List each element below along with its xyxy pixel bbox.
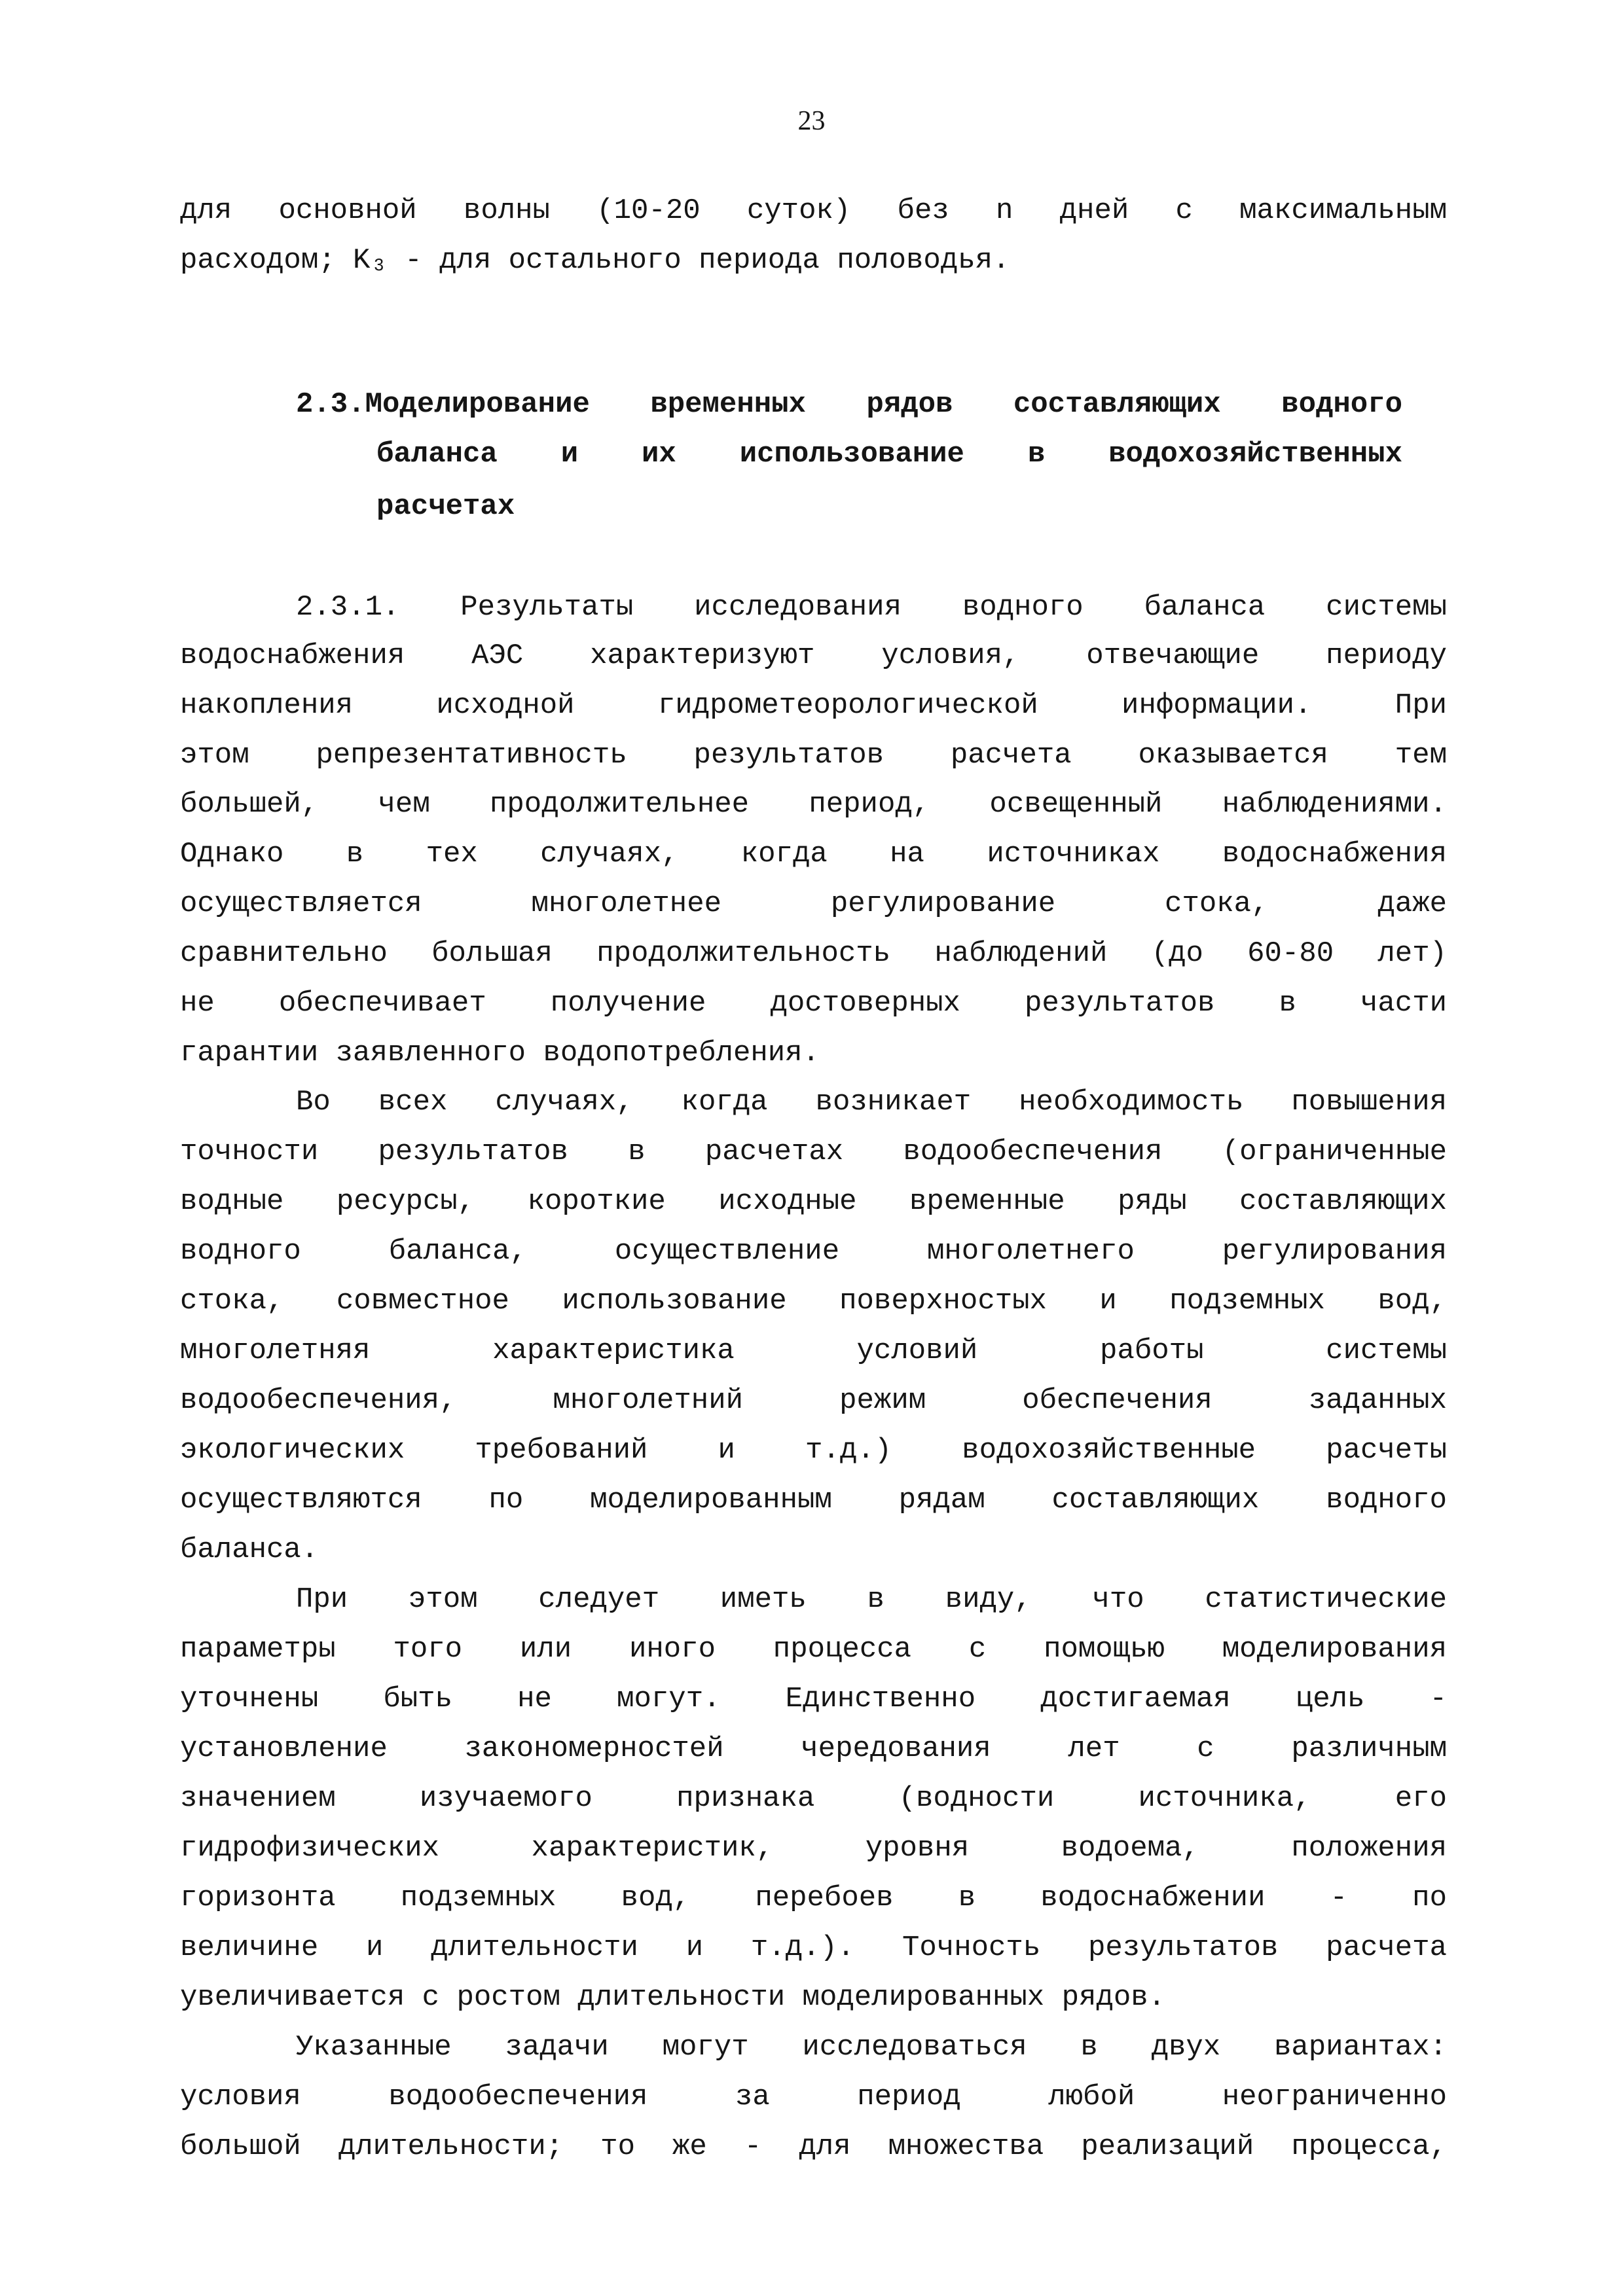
text-line: гарантии заявленного водопотребления. bbox=[180, 1037, 820, 1069]
text-line: установление закономерностей чередования лет с различным bbox=[180, 1732, 1447, 1765]
text-line: расходом; K₃ - для остального периода половодья. bbox=[180, 244, 1010, 277]
text-line: не обеспечивает получение достоверных результатов в части bbox=[180, 987, 1447, 1020]
text-line: стока, совместное использование поверхностых и подземных вод, bbox=[180, 1285, 1447, 1318]
text-line: этом репрезентативность результатов расчета оказывается тем bbox=[180, 739, 1447, 772]
text-line: уточнены быть не могут. Единственно достигаемая цель - bbox=[180, 1683, 1447, 1715]
text-line: точности результатов в расчетах водообеспечения (ограниченные bbox=[180, 1136, 1447, 1168]
text-line: Во всех случаях, когда возникает необходимость повышения bbox=[296, 1086, 1447, 1119]
text-line: При этом следует иметь в виду, что статистические bbox=[296, 1583, 1447, 1616]
text-line: гидрофизических характеристик, уровня водоема, положения bbox=[180, 1832, 1447, 1865]
text-line: горизонта подземных вод, перебоев в водоснабжении - по bbox=[180, 1882, 1447, 1914]
text-line: экологических требований и т.д.) водохозяйственные расчеты bbox=[180, 1434, 1447, 1467]
text-line: водоснабжения АЭС характеризуют условия, отвечающие периоду bbox=[180, 639, 1447, 672]
text-line: осуществляются по моделированным рядам составляющих водного bbox=[180, 1484, 1447, 1516]
section-heading-line: баланса и их использование в водохозяйственных bbox=[376, 438, 1402, 471]
text-line: водообеспечения, многолетний режим обеспечения заданных bbox=[180, 1384, 1447, 1417]
text-line: баланса. bbox=[180, 1534, 319, 1566]
text-line: увеличивается с ростом длительности моделированных рядов. bbox=[180, 1981, 1166, 2014]
text-line: большей, чем продолжительнее период, освещенный наблюдениями. bbox=[180, 788, 1447, 821]
text-line: водного баланса, осуществление многолетнего регулирования bbox=[180, 1235, 1447, 1268]
text-line: параметры того или иного процесса с помощью моделирования bbox=[180, 1633, 1447, 1666]
text-line: для основной волны (10-20 суток) без n дней с максимальным bbox=[180, 194, 1447, 227]
text-line: условия водообеспечения за период любой неограниченно bbox=[180, 2081, 1447, 2113]
section-heading-line: расчетах bbox=[376, 490, 515, 523]
text-line: сравнительно большая продолжительность наблюдений (до 60-80 лет) bbox=[180, 937, 1447, 970]
text-line: водные ресурсы, короткие исходные временные ряды составляющих bbox=[180, 1185, 1447, 1218]
text-line: значением изучаемого признака (водности источника, его bbox=[180, 1782, 1447, 1815]
text-line: 2.3.1. Результаты исследования водного баланса системы bbox=[296, 591, 1447, 624]
text-line: большой длительности; то же - для множества реализаций процесса, bbox=[180, 2130, 1447, 2163]
text-line: величине и длительности и т.д.). Точность результатов расчета bbox=[180, 1931, 1447, 1964]
text-line: Указанные задачи могут исследоваться в двух вариантах: bbox=[296, 2031, 1447, 2064]
section-heading-line: 2.3.Моделирование временных рядов составляющих водного bbox=[296, 388, 1402, 421]
text-line: осуществляется многолетнее регулирование стока, даже bbox=[180, 888, 1447, 920]
text-line: многолетняя характеристика условий работы системы bbox=[180, 1335, 1447, 1367]
text-line: Однако в тех случаях, когда на источниках водоснабжения bbox=[180, 838, 1447, 870]
text-line: накопления исходной гидрометеорологической информации. При bbox=[180, 689, 1447, 722]
page-number: 23 bbox=[797, 106, 826, 136]
